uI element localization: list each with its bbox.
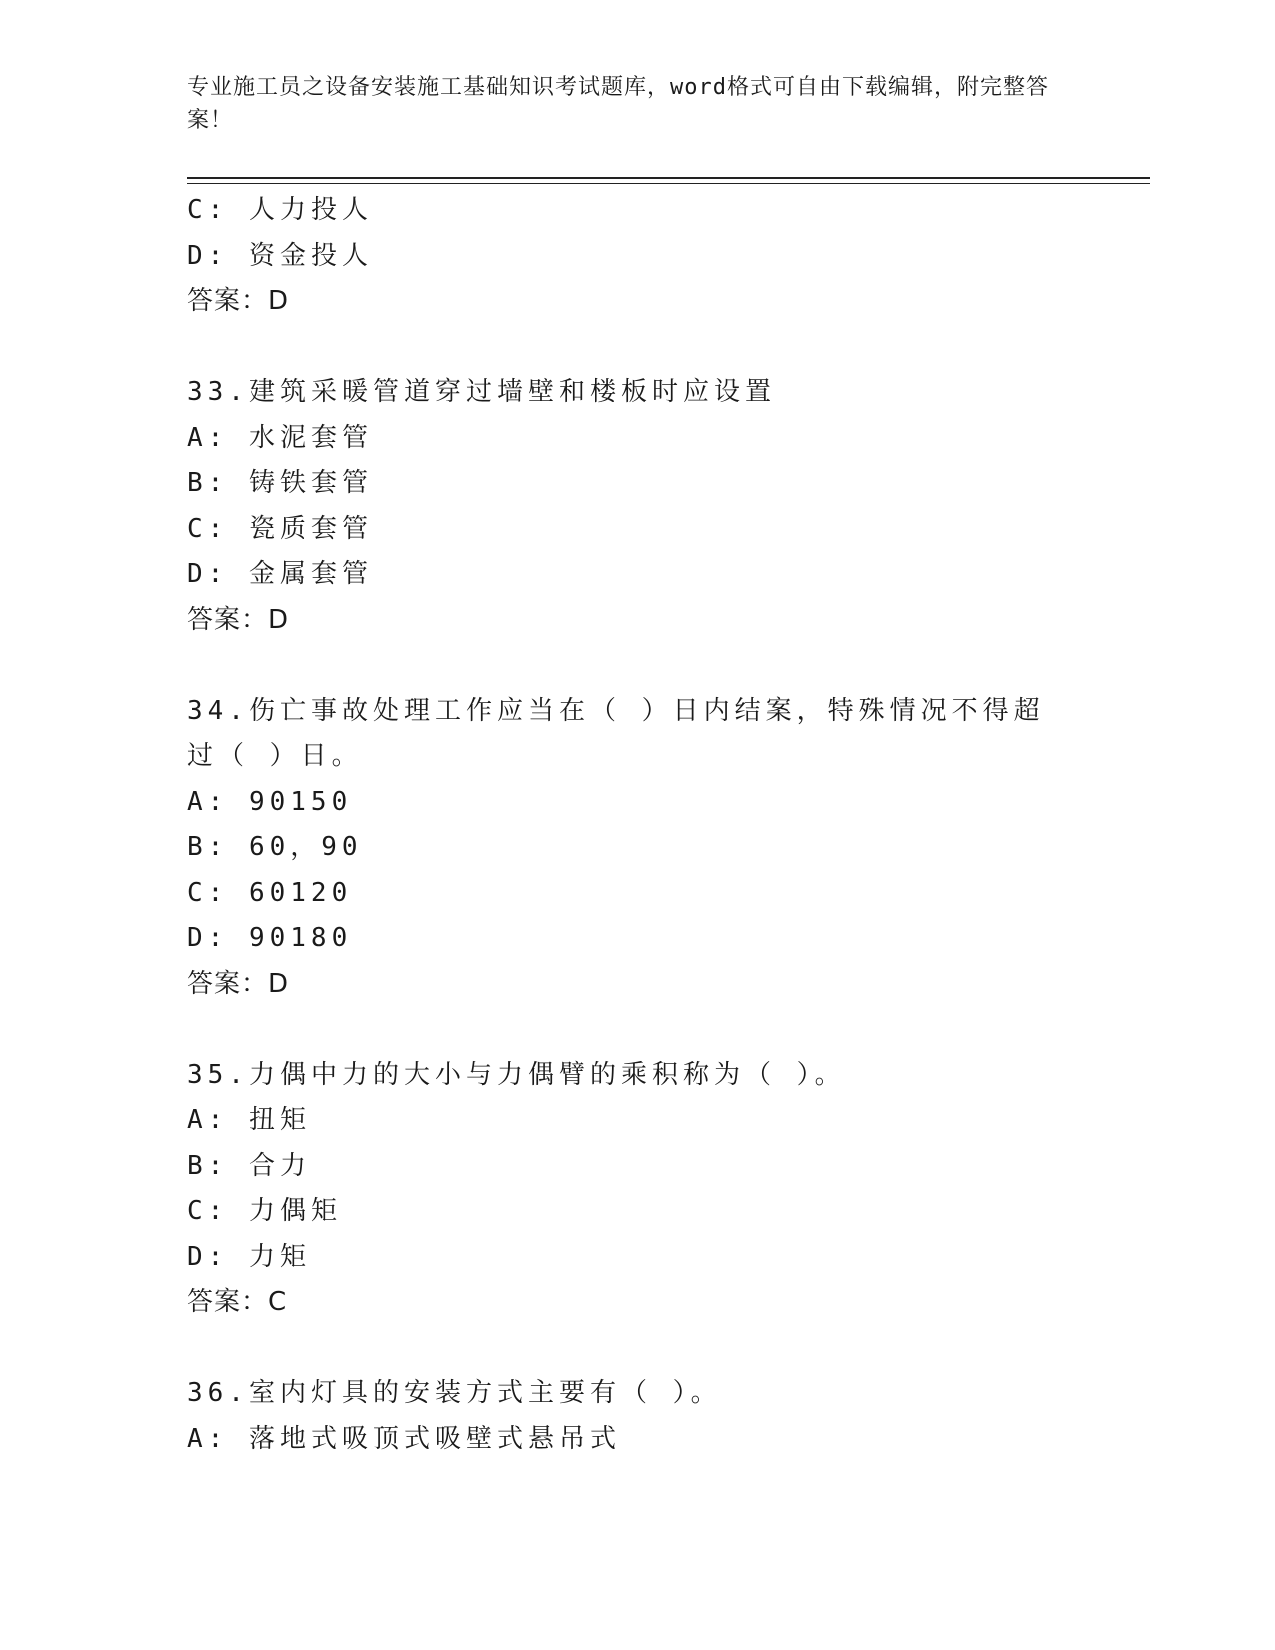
question-33: [187, 370, 1087, 643]
document-header: 专业施工员之设备安装施工基础知识考试题库，word格式可自由下载编辑，附完整答案！: [187, 75, 1049, 133]
option-b: B: 合力: [187, 1150, 311, 1181]
question-text: 33.建筑采暖管道穿过墙壁和楼板时应设置: [187, 377, 776, 407]
option-d: D: 资金投人: [187, 240, 373, 271]
answer-line: 答案：C: [187, 1287, 288, 1317]
option-c: C: 瓷质套管: [187, 513, 373, 544]
document-body: [187, 188, 1087, 1462]
question-35: [187, 1053, 1087, 1326]
question-36: [187, 1371, 1087, 1462]
answer-line: 答案：D: [187, 286, 290, 316]
option-a: A: 落地式吸顶式吸壁式悬吊式: [187, 1423, 621, 1454]
option-a: A: 水泥套管: [187, 422, 373, 453]
option-c: C: 60120: [187, 877, 353, 908]
answer-line: 答案：D: [187, 968, 290, 999]
option-a: A: 扭矩: [187, 1105, 311, 1135]
question-34: [187, 689, 1087, 1008]
option-d: D: 力矩: [187, 1241, 311, 1272]
question-text: 35.力偶中力的大小与力偶臂的乘积称为（ ）。: [187, 1059, 846, 1090]
answer-line: 答案：D: [187, 604, 290, 635]
question-32-tail: [187, 188, 1087, 325]
option-b: B: 铸铁套管: [187, 468, 373, 498]
question-text: 34.伤亡事故处理工作应当在（ ）日内结案，特殊情况不得超过（ ）日。: [187, 695, 1045, 771]
option-d: D: 90180: [187, 923, 353, 953]
option-a: A: 90150: [187, 786, 353, 817]
option-c: C: 人力投人: [187, 195, 373, 225]
header-rule-thin: [187, 183, 1150, 184]
header-rule-thick: [187, 177, 1150, 179]
option-c: C: 力偶矩: [187, 1196, 342, 1226]
option-d: D: 金属套管: [187, 559, 373, 589]
option-b: B: 60，90: [187, 832, 363, 862]
question-text: 36.室内灯具的安装方式主要有（ ）。: [187, 1378, 722, 1408]
